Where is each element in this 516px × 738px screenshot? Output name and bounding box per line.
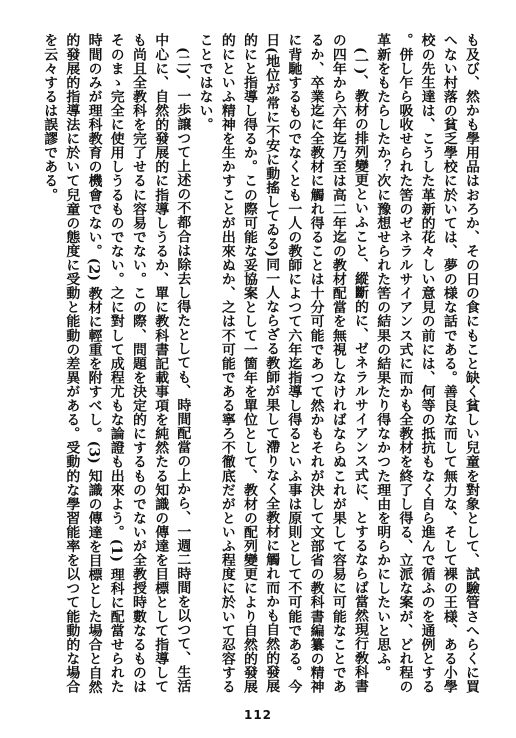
vertical-text-body (30, 33, 482, 701)
paragraph-point-one: (一)、教材の排列變更といふこと、縱斷的に、ゼネラルサイアンス式に、とするならば當然現行敎科書の四年から六年迄乃至は高二年迄の教材配當を無視しなければならぬこれが果して容易に可能なことであるか、卒業迄に全教材に觸れ得ることは十分可能であつて然かもそれが決して文部省の教科書編纂の精神に背馳するものでなくとも一人の教師によつて六年迄指導し得るといふ事は原則として不可能である。今日(地位が常に不安に動搖してゐる)同一人ならざる教師が果して滯りなく全教材に觸れ而かも自然的發展的にと指導し得るか。この際可能な妥協案として一箇年を單位として、教材の配列變更により自然的發展的にといふ精神を生かすことが出來ぬか、之は不可能である寧ろ不徹底だがといふ程度に於いて忍容することではない。 (196, 33, 368, 694)
page-number: 112 (243, 708, 273, 722)
paragraph-point-two: (二)、一歩譲つて上述の不都合は除去し得たとしても、時間配當の上から、一週二時間を以つて、生活中心に、自然的發展的に指導しうるか、單に教科書記載事項を純然たる知識の傳達を目標として指導しても尚且全教科を完了せるに容易でない。この際、問題を決定的にするものでないが全教授時數なるものはそのまゝ完全に使用しうるものでない。之に對して成程尤もな論證も出來よう。(1) 理科に配當せられた時間のみが理科教育の機會でない。(2) 教材に輕重を附すべし。(3) 知識の傳達を目標とした場合と自然的發展的指導法に於いて兒童の態度に受動と能動の差異がある。受動的な學習能率を以つて能動的な場合を云々するは誤謬である。 (41, 33, 191, 694)
paragraph-intro: も及び、然かも學用品はおろか、その日の食にもこと缺く貧しい兒童を對象として、試驗管さへらくに買へない村落の貧乏學校に於いては、夢の様な話である。善良な而して無力な、そして裸の王様、ある小學校の先生達は、こうした革新的花々しい意見の前には、何等の抵抗もなく自ら進んで循ふのを通例とする。併し乍ら吸收せられた筈のゼネラルサイアンス式に而かも全教材を終了し得る、立派な案が、どれ程の革新をもたらしたか？次に豫想せられた筈の結果の結果たり得なかつた理由を明らかにしたいと思ふ。 (374, 33, 479, 694)
